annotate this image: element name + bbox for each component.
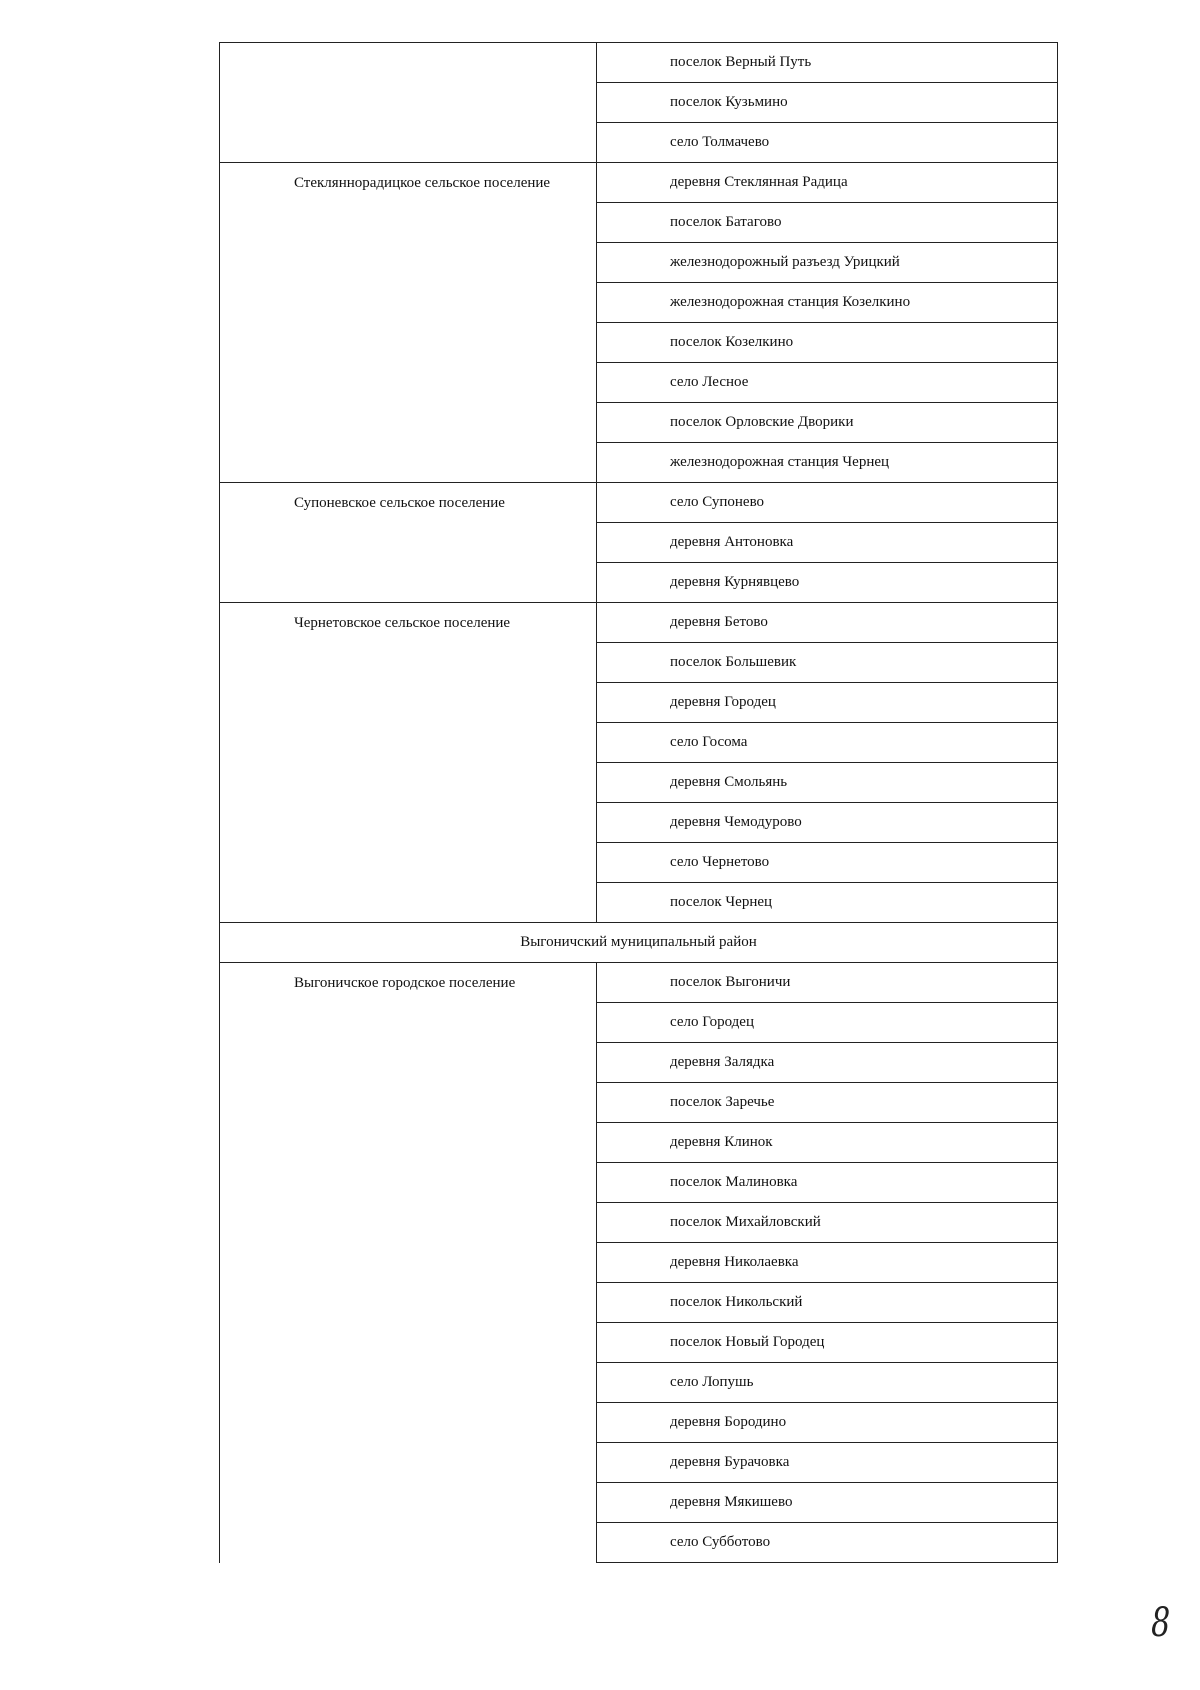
locality-name: деревня Мякишево (597, 1483, 1058, 1523)
locality-name: село Госома (597, 723, 1058, 763)
locality-name: поселок Батагово (597, 203, 1058, 243)
locality-name: село Лесное (597, 363, 1058, 403)
locality-name: поселок Козелкино (597, 323, 1058, 363)
locality-name: поселок Заречье (597, 1083, 1058, 1123)
locality-name: деревня Антоновка (597, 523, 1058, 563)
locality-name: деревня Залядка (597, 1043, 1058, 1083)
table-row (220, 163, 1058, 203)
locality-name: деревня Стеклянная Радица (597, 163, 1058, 203)
settlements-table (219, 42, 1058, 1563)
locality-name: село Толмачево (597, 123, 1058, 163)
locality-name: деревня Клинок (597, 1123, 1058, 1163)
locality-name: деревня Городец (597, 683, 1058, 723)
locality-name: деревня Курнявцево (597, 563, 1058, 603)
locality-name: деревня Смольянь (597, 763, 1058, 803)
locality-name: поселок Верный Путь (597, 43, 1058, 83)
settlement-name: Чернетовское сельское поселение (220, 603, 597, 923)
table-row (220, 43, 1058, 83)
settlement-name: Стекляннорадицкое сельское поселение (220, 163, 597, 483)
table-row (220, 963, 1058, 1003)
locality-name: железнодорожная станция Чернец (597, 443, 1058, 483)
settlement-name: Супоневское сельское поселение (220, 483, 597, 603)
locality-name: поселок Малиновка (597, 1163, 1058, 1203)
locality-name: поселок Большевик (597, 643, 1058, 683)
locality-name: железнодорожный разъезд Урицкий (597, 243, 1058, 283)
page-number: 8 (1151, 1600, 1171, 1646)
locality-name: поселок Кузьмино (597, 83, 1058, 123)
locality-name: село Лопушь (597, 1363, 1058, 1403)
table-row (220, 483, 1058, 523)
table-row (220, 603, 1058, 643)
locality-name: село Чернетово (597, 843, 1058, 883)
settlement-name (220, 43, 597, 163)
locality-name: село Городец (597, 1003, 1058, 1043)
locality-name: деревня Чемодурово (597, 803, 1058, 843)
locality-name: поселок Орловские Дворики (597, 403, 1058, 443)
locality-name: село Субботово (597, 1523, 1058, 1563)
locality-name: деревня Бетово (597, 603, 1058, 643)
locality-name: деревня Бородино (597, 1403, 1058, 1443)
locality-name: село Супонево (597, 483, 1058, 523)
locality-name: деревня Бурачовка (597, 1443, 1058, 1483)
locality-name: поселок Михайловский (597, 1203, 1058, 1243)
locality-name: железнодорожная станция Козелкино (597, 283, 1058, 323)
district-header: Выгоничский муниципальный район (220, 923, 1058, 963)
locality-name: поселок Выгоничи (597, 963, 1058, 1003)
district-row (220, 923, 1058, 963)
locality-name: поселок Никольский (597, 1283, 1058, 1323)
locality-name: поселок Новый Городец (597, 1323, 1058, 1363)
locality-name: поселок Чернец (597, 883, 1058, 923)
settlement-name: Выгоничское городское поселение (220, 963, 597, 1563)
locality-name: деревня Николаевка (597, 1243, 1058, 1283)
